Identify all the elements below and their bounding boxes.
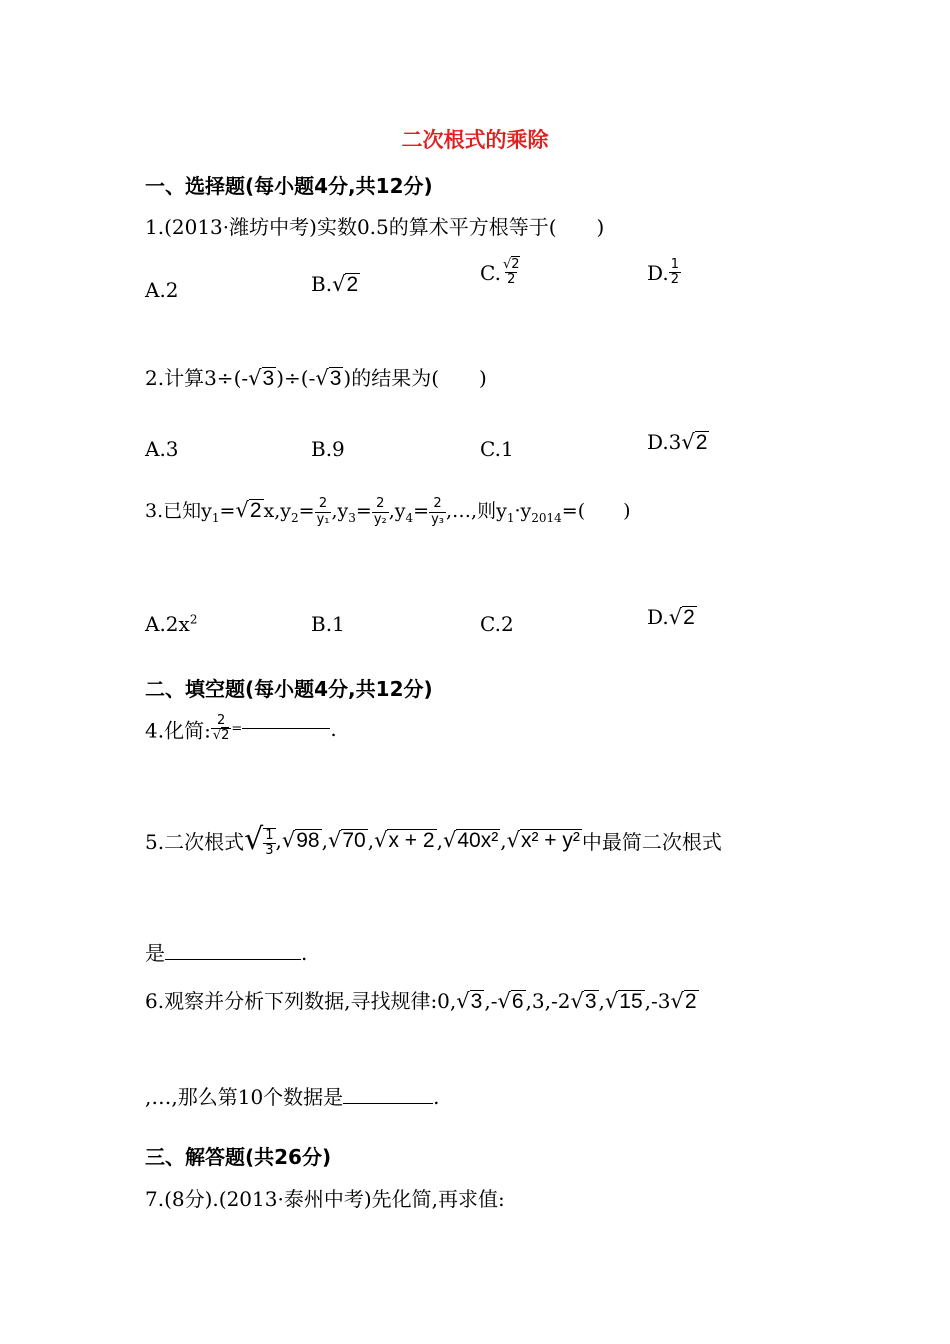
q1-option-a: A.2 <box>145 278 179 302</box>
q6-text-5: ,-3 <box>644 989 671 1013</box>
q5-answer-blank[interactable] <box>165 959 301 960</box>
question-3-stem: 3.已知$y_1=√2$ $x,y_2=$ $\frac{2}{\text{y₁}}$ $,y_3=$ $\frac{2}{\text{y₂}}$ $,y_4=$ $\frac{2}{\text{y₃}}$ ,…,则$y_1\cdot y_{2014}=$( ) <box>145 496 631 527</box>
q3-sub-4: 4 <box>405 510 414 525</box>
q5-radical-70: 70 <box>342 828 366 852</box>
q3-frac1-num: 2 <box>318 496 328 512</box>
q3-text-2: = <box>219 500 236 522</box>
q1-option-d-label: D. <box>647 260 669 285</box>
q2-option-d-radicand: 2 <box>695 431 708 454</box>
q4-answer-blank[interactable] <box>242 728 330 729</box>
q6-text-3: ,3,-2 <box>525 989 571 1013</box>
q1-option-d-denominator: 2 <box>670 272 679 288</box>
q5-end: . <box>301 941 308 965</box>
q5-suffix: 中最简二次根式 <box>581 829 722 854</box>
q5-line2-text: 是 <box>145 941 165 965</box>
q3-sub-1: 1 <box>211 510 220 525</box>
q5-frac-num: 1 <box>265 828 274 844</box>
q6-radical-15: 15 <box>619 990 643 1013</box>
q1-option-d-numerator: 1 <box>670 257 679 272</box>
q3-text-8: =( ) <box>561 500 631 522</box>
q3-sub-2: 2 <box>291 510 299 525</box>
question-6: 6.观察并分析下列数据,寻找规律:0,√3 ,-√6 ,3,-2√3 ,√15 ,-3√2 <box>145 989 697 1013</box>
q1-option-d <box>647 258 681 288</box>
q6-end: . <box>433 1085 440 1109</box>
q2-radicand-1: 3 <box>262 367 275 390</box>
q3-eq-2: = <box>355 500 372 522</box>
q3-text-5: ,y <box>388 500 406 522</box>
q5-prefix: 5.二次根式 <box>145 829 245 854</box>
q3-text-1: 3.已知y <box>145 500 212 522</box>
q1-option-b: B.√2 <box>311 272 359 296</box>
question-1-stem: 1.(2013·潍坊中考)实数0.5的算术平方根等于( ) <box>145 215 605 239</box>
q6-radical-6: 6 <box>511 990 524 1013</box>
question-5-line-2 <box>145 937 307 966</box>
q2-option-c: C.1 <box>480 437 514 461</box>
q2-option-a: A.3 <box>145 437 179 461</box>
section-1-heading: 一、选择题(每小题4分,共12分) <box>145 174 433 198</box>
q1-option-c: C. $\frac{√2}{2}$ <box>480 257 520 288</box>
question-2-stem: 2.计算3÷(-√3 )÷(-√3 )的结果为( ) <box>145 366 487 390</box>
q5-radical-x-plus-2: x + 2 <box>388 828 435 852</box>
q5-radical-40x2: 40x² <box>457 828 499 852</box>
q3-text-3: x,y <box>263 500 292 522</box>
q5-radical-x2-plus-y2: x² + y² <box>520 828 580 852</box>
q3-frac3-den: y₃ <box>431 511 444 527</box>
q3-sub-5: 1 <box>506 510 515 525</box>
q3-radicand: 2 <box>249 499 262 522</box>
q2-radicand-2: 3 <box>329 367 342 390</box>
q3-text-7: ·y <box>514 500 532 522</box>
q3-option-c: C.2 <box>480 612 514 636</box>
q6-radical-2: 2 <box>684 990 697 1013</box>
q1-option-c-label: C. <box>480 260 501 285</box>
q1-option-b-radicand: 2 <box>346 273 359 296</box>
section-2-heading: 二、填空题(每小题4分,共12分) <box>145 677 433 701</box>
q3-option-a <box>145 612 197 636</box>
q4-frac-den: 2 <box>221 728 230 744</box>
q3-option-d-label: D. <box>647 605 669 629</box>
q5-frac-den: 3 <box>265 843 274 859</box>
question-5: 5.二次根式√ $\frac{1}{3}$ ,√98 ,√70 ,√x + 2 ,√40x² ,√x² + y² 中最简二次根式 <box>145 822 722 859</box>
question-7-stem: 7.(8分).(2013·泰州中考)先化简,再求值: <box>145 1187 505 1211</box>
q6-radical-3b: 3 <box>584 990 597 1013</box>
q3-frac1-den: y₁ <box>316 511 330 527</box>
section-3-heading: 三、解答题(共26分) <box>145 1145 332 1169</box>
q4-end: . <box>330 716 337 741</box>
q3-eq-1: = <box>298 500 315 522</box>
q3-option-a-sup: 2 <box>189 612 198 627</box>
q4-prefix: 4.化简: <box>145 718 211 743</box>
q3-option-d: D.√2 <box>647 605 695 629</box>
q2-suffix: )的结果为( ) <box>343 366 487 390</box>
q6-text-2: ,- <box>484 989 498 1013</box>
q6-line2-text: ,…,那么第10个数据是 <box>145 1085 344 1109</box>
q2-middle: )÷(- <box>276 366 316 390</box>
q6-prefix: 6.观察并分析下列数据,寻找规律:0, <box>145 989 457 1013</box>
q3-sub-3: 3 <box>348 510 356 525</box>
question-4: 4.化简: $\frac{2}{√2}$ = . <box>145 713 337 744</box>
q3-text-4: ,y <box>331 500 349 522</box>
q4-frac-num: 2 <box>216 713 226 728</box>
page-title: 二次根式的乘除 <box>401 127 549 152</box>
q6-radical-3: 3 <box>470 990 483 1013</box>
q3-frac2-den: y₂ <box>373 511 387 527</box>
q1-option-c-numerator: 2 <box>511 257 520 272</box>
q1-option-c-denominator: 2 <box>507 272 516 288</box>
q2-option-d-label: D.3 <box>647 430 682 454</box>
q3-frac3-num: 2 <box>433 496 442 512</box>
q6-answer-blank[interactable] <box>343 1103 433 1104</box>
question-6-line-2 <box>145 1081 440 1110</box>
q1-option-b-label: B. <box>311 272 333 296</box>
q4-eq: = <box>231 721 243 737</box>
q5-radical-98: 98 <box>296 828 320 852</box>
q3-frac2-num: 2 <box>376 496 385 512</box>
q3-eq-3: = <box>413 500 430 522</box>
q3-option-b: B.1 <box>311 612 345 636</box>
q2-option-b: B.9 <box>311 437 345 461</box>
q3-option-a-text: A.2x <box>145 612 190 636</box>
q3-text-6: ,…,则y <box>445 500 507 522</box>
q6-text-4: , <box>598 989 605 1013</box>
q3-option-d-radicand: 2 <box>683 606 695 629</box>
q2-prefix: 2.计算3÷(- <box>145 366 249 390</box>
q3-sub-6: 2014 <box>531 510 562 525</box>
q2-option-d: D.3√2 <box>647 430 708 454</box>
